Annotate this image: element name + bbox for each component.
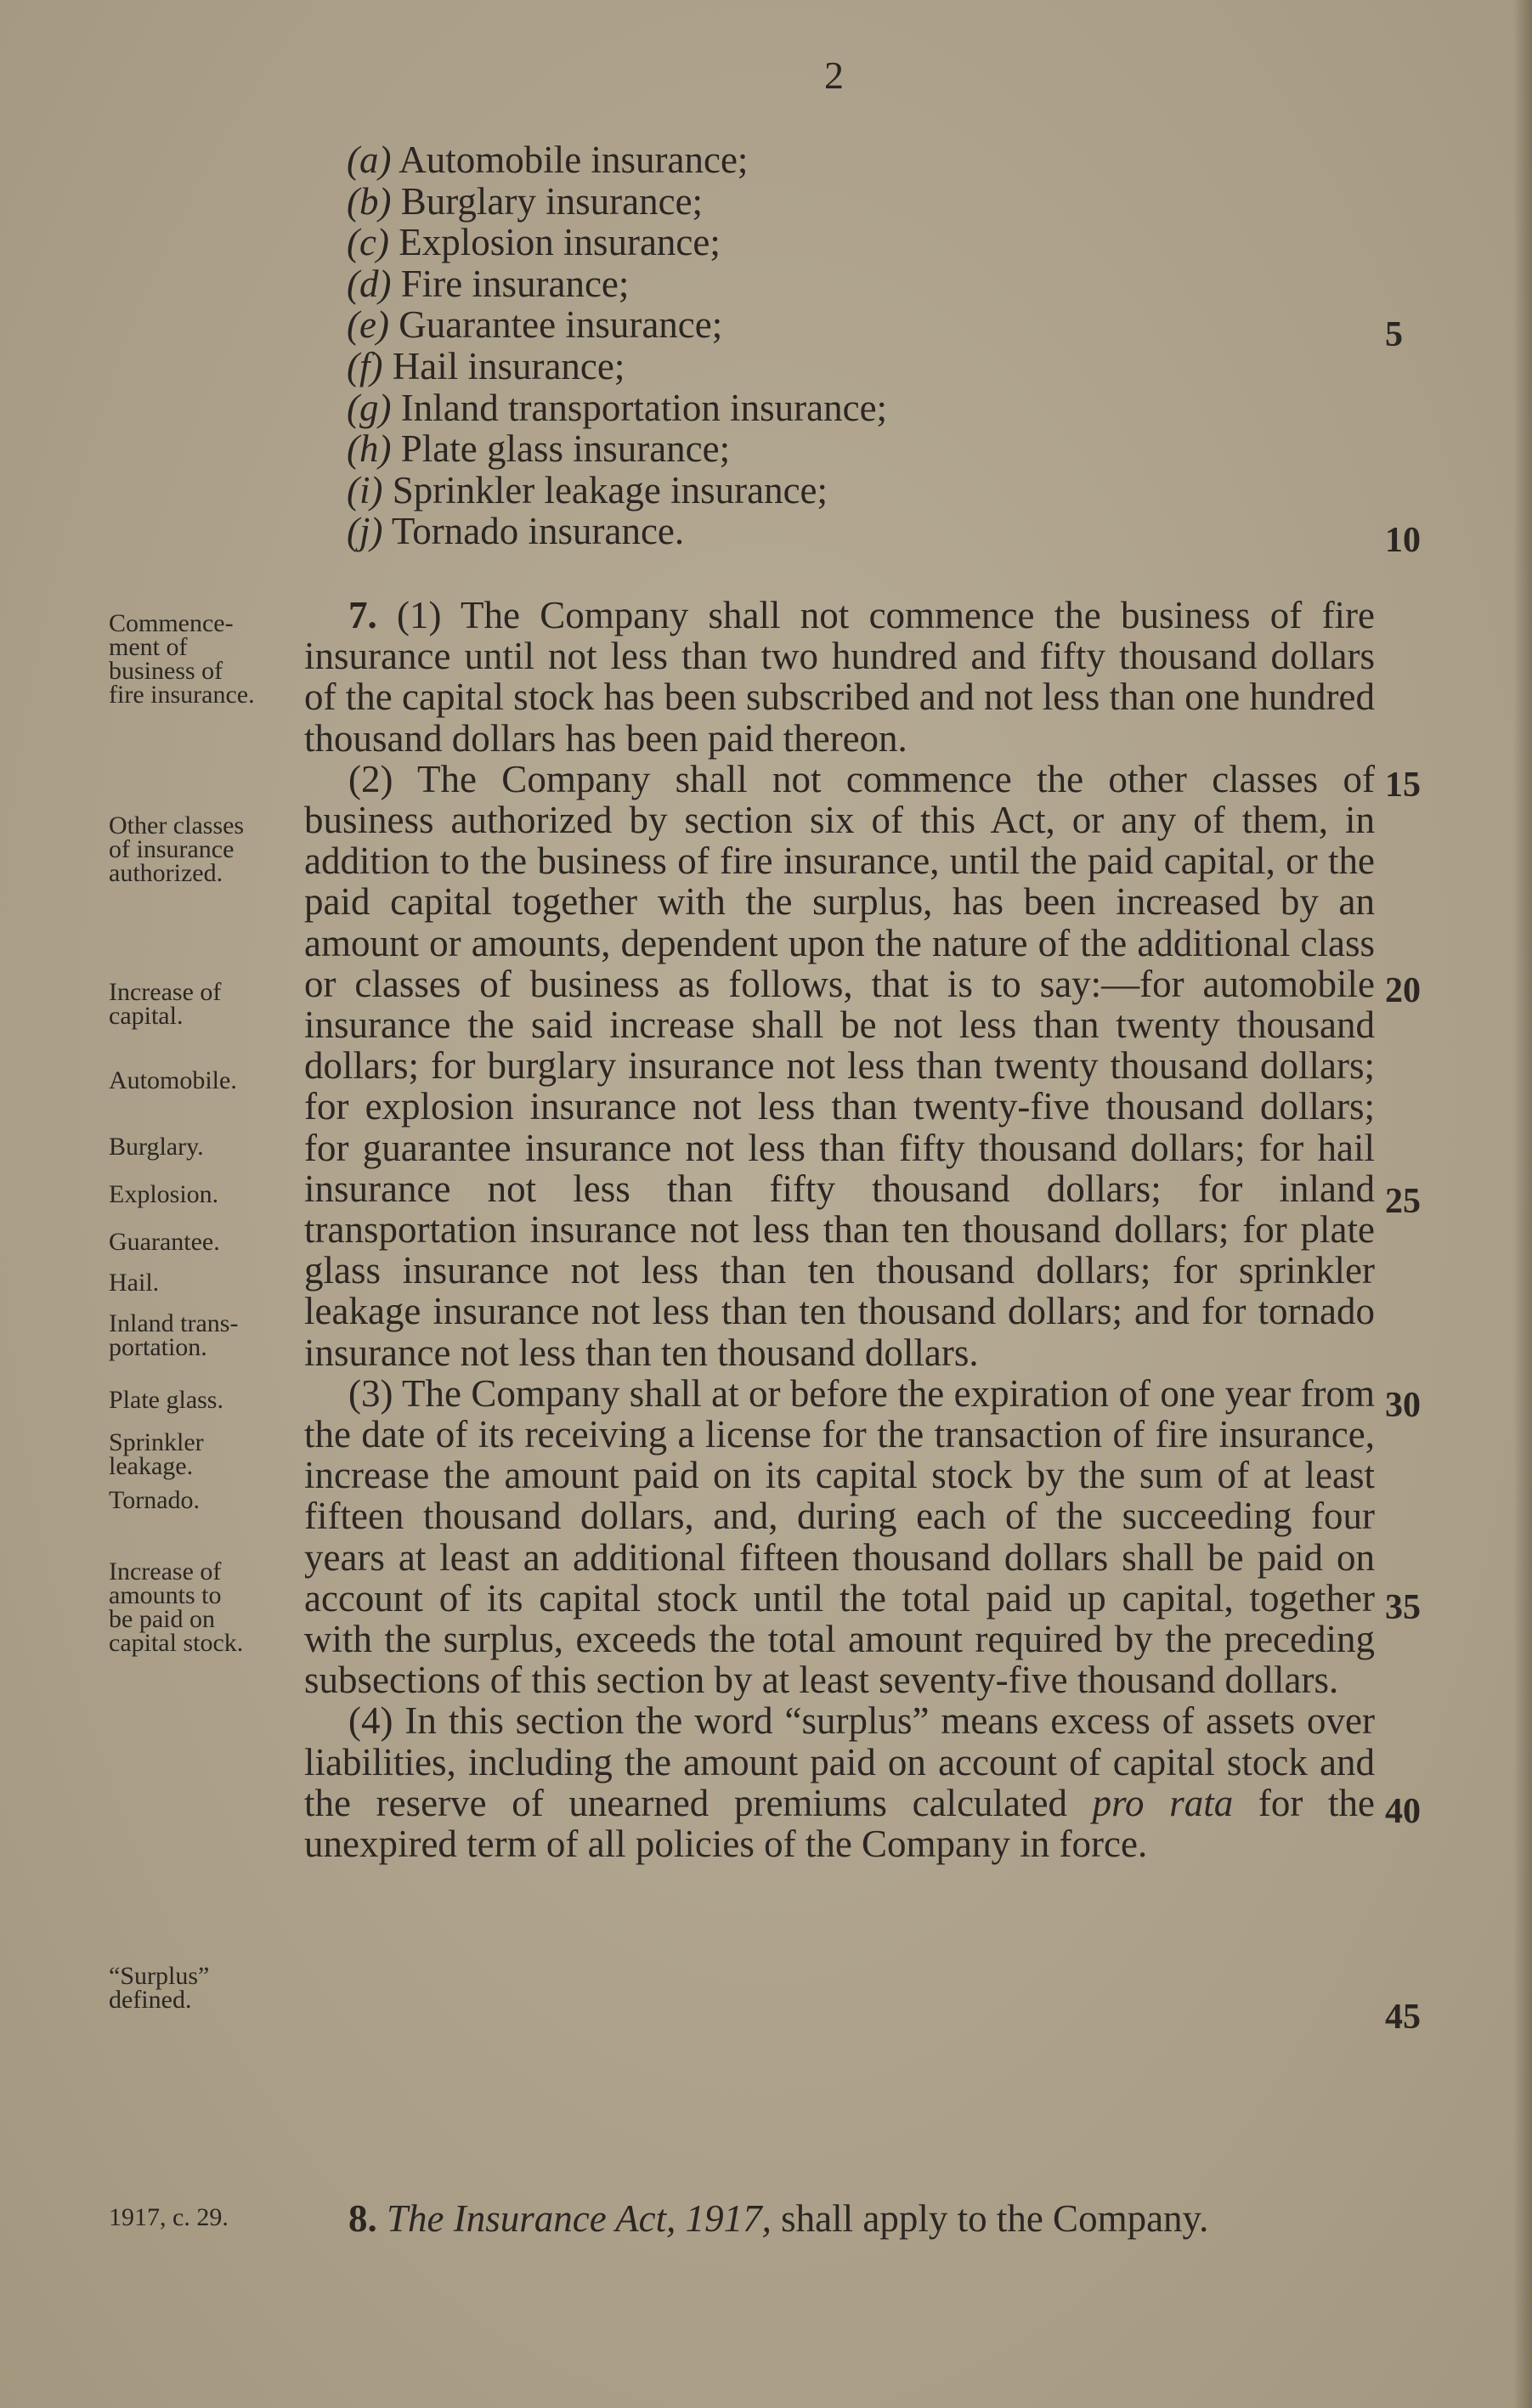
line-number: 30 [1385, 1386, 1421, 1425]
line-number: 45 [1385, 1998, 1421, 2037]
margin-note-inland: Inland trans- portation. [109, 1309, 239, 1361]
margin-note-hail: Hail. [109, 1269, 160, 1297]
margin-note-burglary: Burglary. [109, 1133, 204, 1161]
page-number: 2 [824, 54, 844, 97]
line-number: 35 [1385, 1588, 1421, 1627]
section-number: 8. [348, 2197, 377, 2240]
list-item [347, 139, 887, 181]
list-item [347, 387, 887, 429]
list-item [347, 346, 887, 387]
margin-note-other-classes: Other classes of insurance authorized. [109, 811, 245, 887]
list-item [347, 304, 887, 346]
section-7-subsection-4 [304, 1700, 1375, 1864]
list-item [347, 428, 887, 470]
list-item-mark: (i) [347, 468, 383, 512]
margin-note-act-reference: 1917, c. 29. [109, 2203, 229, 2231]
list-item-text: Explosion insurance; [399, 221, 721, 264]
line-number: 25 [1385, 1182, 1421, 1221]
list-item-mark: (d) [347, 262, 392, 305]
margin-note-guarantee: Guarantee. [109, 1228, 220, 1256]
section-8-text [348, 2196, 1208, 2241]
list-item [347, 181, 887, 223]
margin-note-increase-capital: Increase of capital. [109, 978, 222, 1030]
margin-note-sprinkler: Sprinkler leakage. [109, 1428, 204, 1480]
list-item-text: Hail insurance; [392, 344, 625, 387]
list-item-mark: (h) [347, 427, 392, 471]
margin-note-increase-amounts: Increase of amounts to be paid on capital stock. [109, 1557, 244, 1657]
section-7-subsection-2 [304, 759, 1375, 1373]
section-7-subsection-3 [304, 1373, 1375, 1701]
list-item [347, 470, 887, 512]
line-number: 20 [1385, 971, 1421, 1010]
margin-note-commencement: Commence- ment of business of fire insurance. [109, 609, 255, 709]
list-item-text: Tornado insurance. [391, 510, 685, 553]
subsection-text: (3) The Company shall at or before the expiration of one year from the date of its receiving a license for the transaction of fire insurance, increase the amount paid on its capital stock by the sum of at least fifteen thousand dollars, and, during each of the succeeding four years at least an additional fifteen thousand dollars shall be paid on account of its capital stock until the total paid up capital, together with the surplus, exceeds the total amount required by the preceding subsections of this section by at least seventy-five thousand dollars. [304, 1371, 1375, 1702]
list-item-mark: (c) [347, 221, 389, 264]
list-item-mark: (j) [347, 510, 383, 553]
list-item-mark: (b) [347, 179, 392, 223]
margin-note-surplus: “Surplus” defined. [109, 1962, 210, 2014]
section-7-subsection-1 [304, 595, 1375, 759]
list-item-text: Sprinkler leakage insurance; [392, 468, 828, 512]
margin-note-plate-glass: Plate glass. [109, 1386, 223, 1414]
list-item-text: Inland transportation insurance; [400, 386, 888, 429]
margin-note-automobile: Automobile. [109, 1066, 237, 1094]
subsection-text: for the unexpired term of all policies of the Company in force. [304, 1781, 1375, 1866]
list-item-text: Burglary insurance; [400, 179, 704, 223]
section-7-text [304, 595, 1375, 1864]
list-item-text: Fire insurance; [400, 262, 630, 305]
section-number: 7. [348, 594, 377, 636]
line-number: 40 [1385, 1792, 1421, 1831]
list-item-text: Automobile insurance; [399, 138, 749, 181]
list-item-mark: (e) [347, 303, 389, 347]
list-item-text: Plate glass insurance; [400, 427, 731, 471]
act-title: The Insurance Act, 1917, [387, 2197, 772, 2240]
list-item-mark: (a) [347, 138, 392, 181]
subsection-text: (2) The Company shall not commence the other classes of business authorized by section six of this Act, or any of them, in addition to the business of fire insurance, until the paid capital, or the paid capital together with the surplus, has been increased by an amount or amounts, dependent upon the nature of the additional class or classes of business as follows, that is to say:—for automobile insurance the said increase shall be not less than twenty thousand dollars; for burglary insurance not less than twenty thousand dollars; for explosion insurance not less than twenty-five thousand dollars; for guarantee insurance not less than fifty thousand dollars; for hail insurance not less than fifty thousand dollars; for inland transportation insurance not less than ten thousand dollars; for plate glass insurance not less than ten thousand dollars; for sprinkler leakage insurance not less than ten thousand dollars; and for tornado insurance not less than ten thousand dollars. [304, 757, 1375, 1374]
line-number: 5 [1385, 315, 1403, 354]
line-number: 10 [1385, 521, 1421, 560]
margin-note-explosion: Explosion. [109, 1180, 219, 1208]
list-item-mark: (g) [347, 386, 392, 429]
subsection-text: (1) The Company shall not commence the business of fire insurance until not less than two hundred and fifty thousand dollars of the capital stock has been subscribed and not less than one hundred thousand dollars has been paid thereon. [304, 594, 1376, 760]
insurance-classes-list [347, 139, 887, 552]
section-8-rest: shall apply to the Company. [771, 2197, 1209, 2240]
list-item [347, 263, 887, 305]
list-item [347, 222, 887, 263]
list-item-text: Guarantee insurance; [399, 303, 723, 347]
line-number: 15 [1385, 766, 1421, 805]
subsection-italic-text: pro rata [1092, 1781, 1234, 1824]
list-item-mark: (f) [347, 344, 383, 387]
margin-note-tornado: Tornado. [109, 1486, 201, 1514]
list-item [347, 511, 887, 552]
subsection-text: (4) In this section the word “surplus” means excess of assets over liabilities, including the amount paid on account of capital stock and the reserve of unearned premiums calculated [304, 1699, 1375, 1824]
